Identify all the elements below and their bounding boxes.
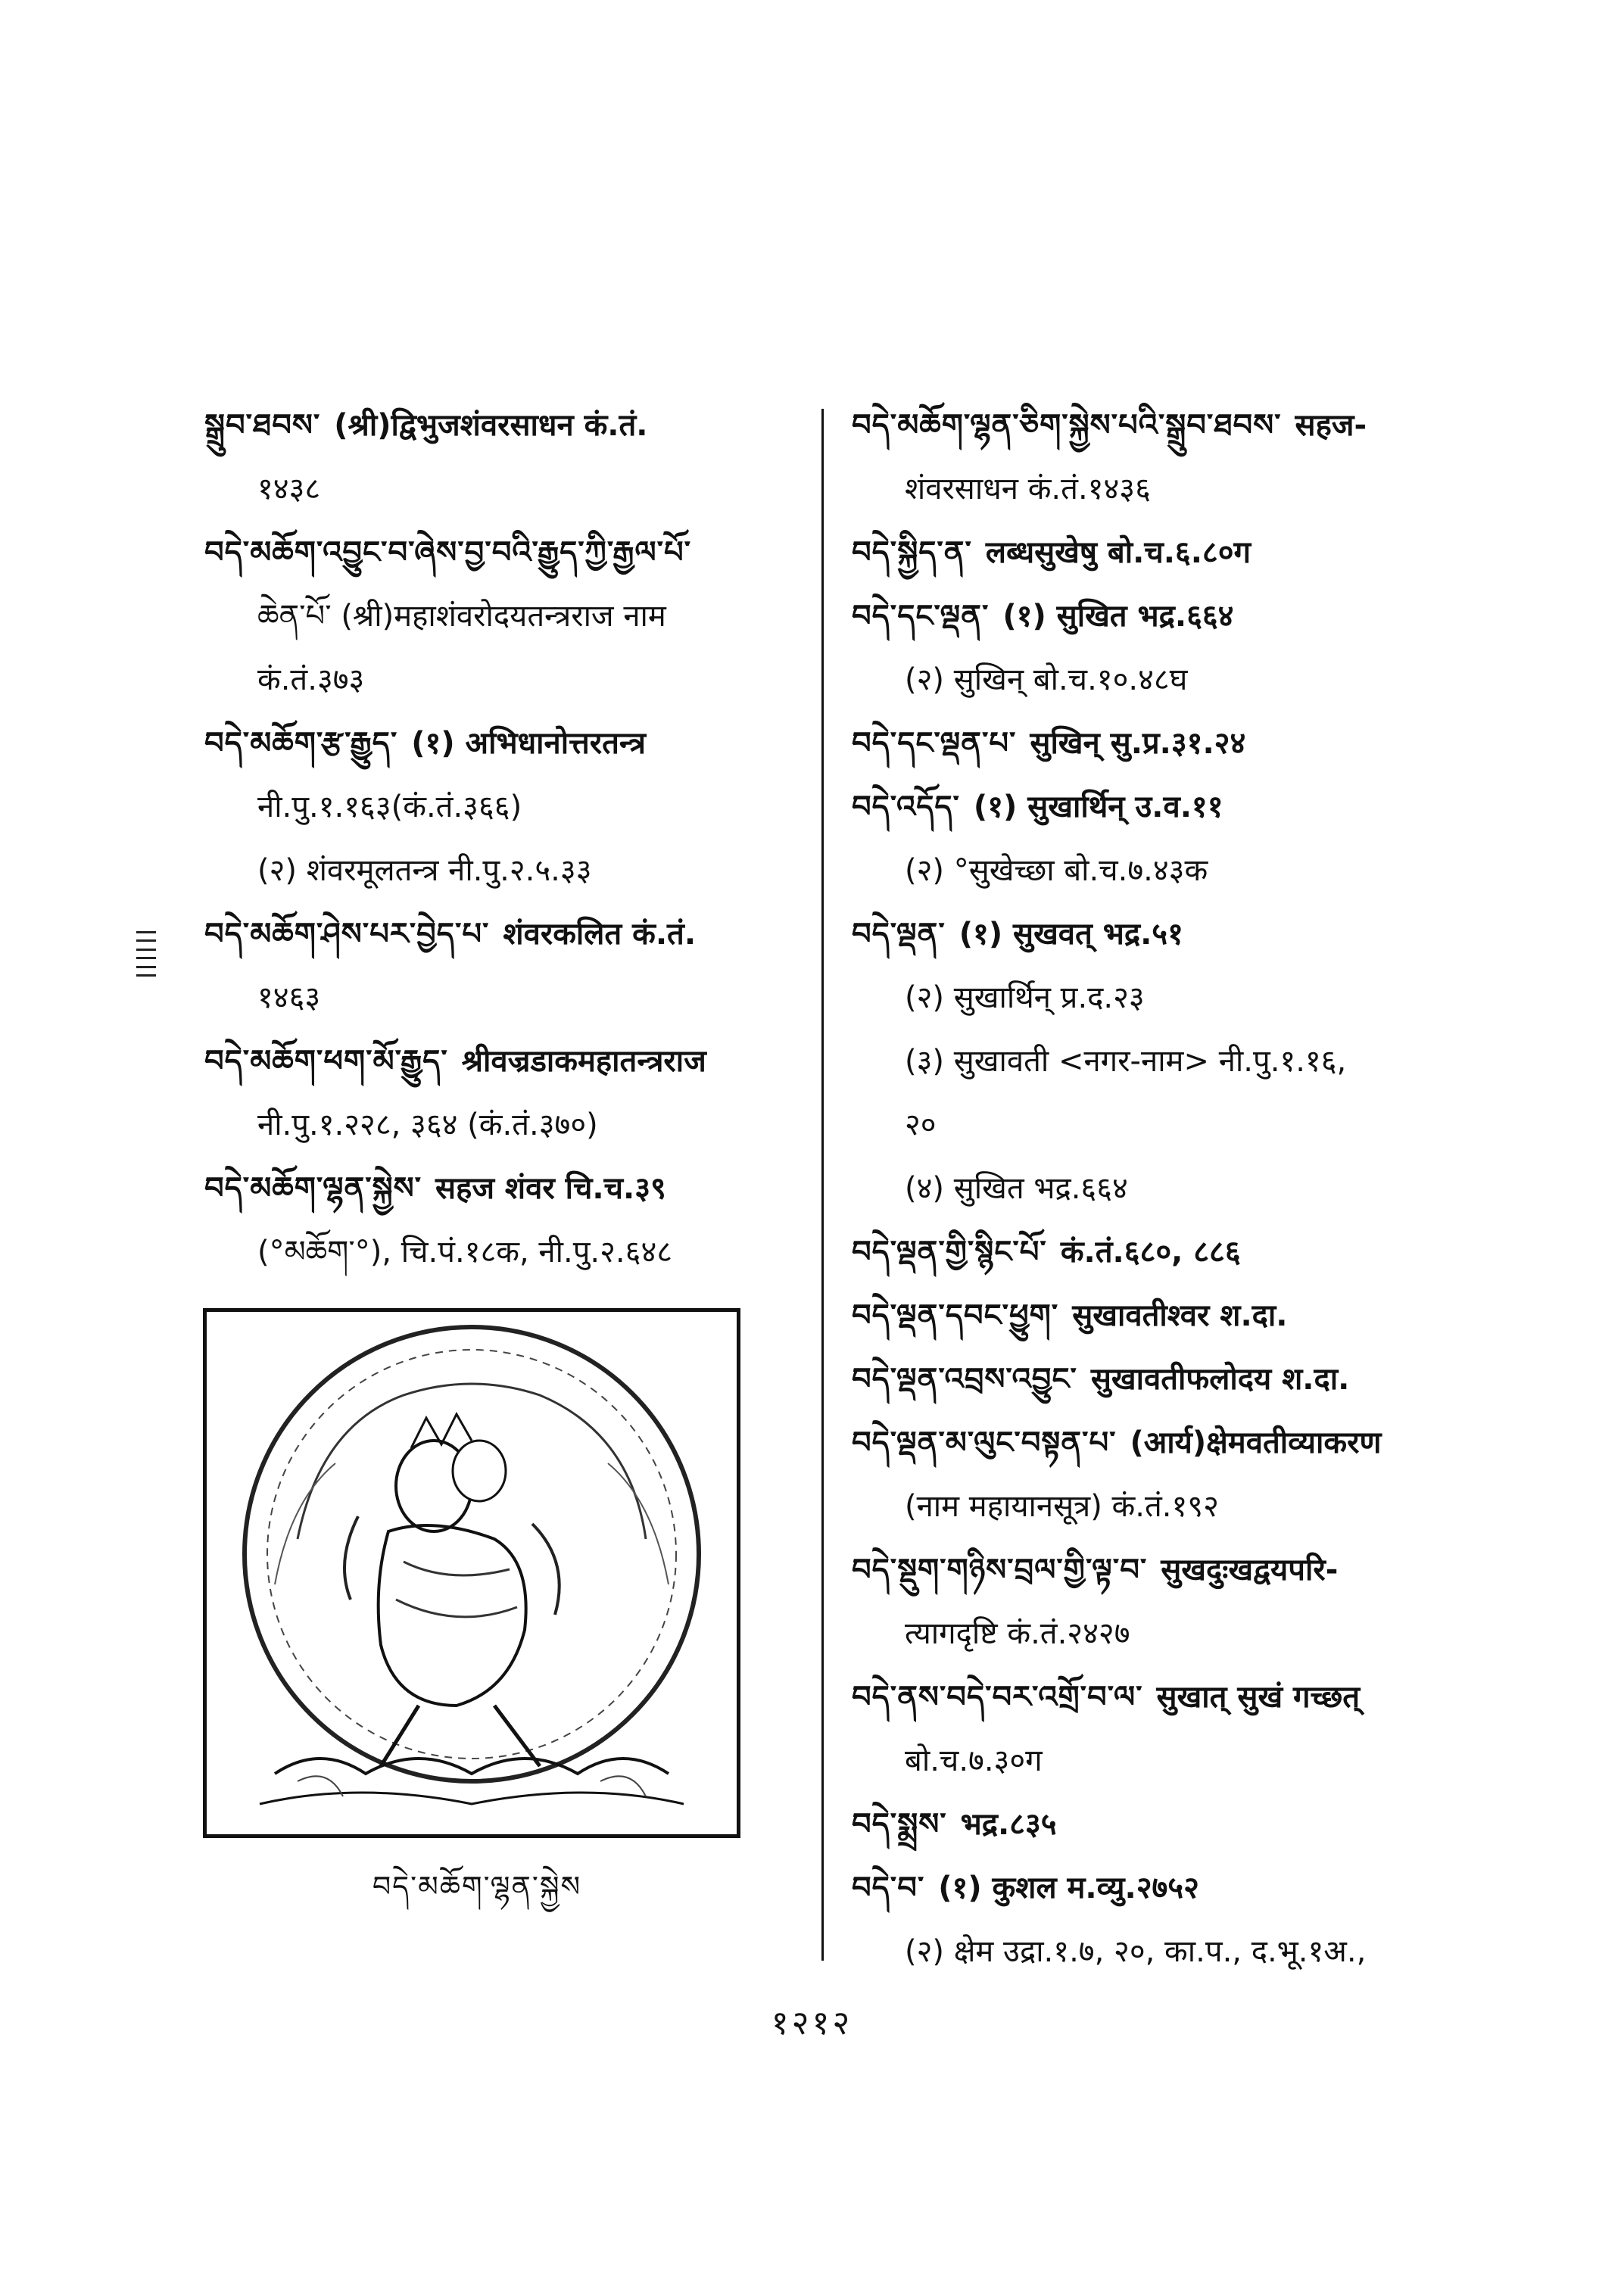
sanskrit-gloss: सुखिन् सु.प्र.३१.२४ [1030, 726, 1246, 761]
entry-continuation: बो.च.७.३०ग [905, 1743, 1043, 1778]
entry-continuation: नी.पु.१.२२८, ३६४ (कं.तं.३७०) [257, 1108, 598, 1142]
page-number: १२१२ [771, 2004, 853, 2042]
entry-sub-sense: (२) सुखिन् बो.च.१०.४८घ [905, 662, 1188, 697]
tibetan-headword: བདེ་མཆོག་འབྱུང་བ་ཞེས་བྱ་བའི་རྒྱུད་ཀྱི་རྒྱལ་པོ་ [204, 534, 692, 570]
entry [204, 1157, 810, 1220]
entry-sub-sense: (२) क्षेम उद्रा.१.७, २०, का.प., द.भू.१अ., [905, 1934, 1367, 1969]
figure-caption: བདེ་མཆོག་ལྷན་སྐྱེས [372, 1870, 582, 1903]
entry [852, 1284, 1457, 1347]
entry [852, 1856, 1457, 1920]
entry-sub-sense: (२) सुखार्थिन् प्र.द.२३ [905, 980, 1145, 1015]
sanskrit-gloss: शंवरकलित कं.तं. [503, 917, 697, 952]
entry-sub-sense: (२) °सुखेच्छा बो.च.७.४३क [905, 853, 1208, 888]
column-divider [821, 409, 824, 1961]
sanskrit-gloss: (१) सुखवत् भद्र.५१ [959, 917, 1183, 952]
tibetan-headword: བདེ་མཆོག་ཤེས་པར་བྱེད་པ་ [204, 916, 490, 952]
tibetan-headword: སྒྲུབ་ཐབས་ [204, 407, 321, 443]
deity-illustration [203, 1308, 740, 1838]
sanskrit-gloss: (१) सुखित भद्र.६६४ [1002, 599, 1234, 634]
tibetan-headword: བདེ་འདོད་ [852, 789, 960, 824]
entry [852, 775, 1457, 839]
sanskrit-gloss: श्रीवज्रडाकमहातन्त्रराज [461, 1044, 706, 1079]
entry-sub-sense: (३) सुखावती <नगर-नाम> नी.पु.१.१६, [905, 1044, 1347, 1079]
tibetan-headword: བདེ་སྨྲས་ [852, 1806, 947, 1842]
sanskrit-gloss: कं.तं.६८०, ८८६ [1060, 1235, 1241, 1270]
tibetan-headword: བདེ་མཆོག་ཕག་མོ་རྒྱུད་ [204, 1043, 448, 1079]
sanskrit-gloss: (आर्य)क्षेमवतीव्याकरण [1130, 1425, 1382, 1460]
entry-sub-sense: (नाम महायानसूत्र) कं.तं.१९२ [905, 1489, 1219, 1524]
tibetan-headword: བདེ་བ་ [852, 1870, 925, 1905]
entry [204, 1030, 810, 1093]
entry-continuation: नी.पु.१.१६३(कं.तं.३६६) [257, 790, 522, 824]
entry [852, 712, 1457, 775]
sanskrit-gloss: सहज शंवर चि.च.३९ [435, 1171, 666, 1206]
tibetan-headword: བདེ་མཆོག་ལྷན་སྐྱེས་ [204, 1170, 422, 1206]
sanskrit-gloss: लब्धसुखेषु बो.च.६.८०ग [985, 535, 1252, 570]
tibetan-headword: བདེ་སྐྱིད་ན་ [852, 534, 972, 570]
sanskrit-gloss: सुखदुःखद्वयपरि- [1161, 1553, 1339, 1587]
entry [852, 584, 1457, 648]
entry-sub-sense: २० [905, 1108, 937, 1142]
entry [852, 1411, 1457, 1475]
entry [204, 712, 810, 775]
tibetan-headword: བདེ་མཆོག་རྩ་རྒྱུད་ [204, 725, 398, 761]
sanskrit-gloss: (१) सुखार्थिन् उ.व.११ [973, 790, 1223, 824]
tibetan-headword: བདེ་ལྡན་ [852, 916, 946, 952]
entry-continuation: कं.तं.३७३ [257, 662, 365, 697]
tibetan-headword: བདེ་ལྡན་གྱི་སྙིང་པོ་ [852, 1234, 1047, 1270]
sanskrit-gloss: सुखावतीफलोदय श.दा. [1090, 1362, 1350, 1397]
margin-mark [136, 931, 156, 977]
sanskrit-gloss: सुखात् सुखं गच्छत् [1156, 1680, 1361, 1715]
sanskrit-gloss: भद्र.८३५ [960, 1807, 1057, 1842]
sanskrit-gloss: सहज- [1295, 408, 1367, 443]
entry [852, 902, 1457, 966]
entry [852, 1347, 1457, 1411]
tibetan-headword: བདེ་དང་ལྡན་པ་ [852, 725, 1017, 761]
entry [852, 1538, 1457, 1602]
entry [852, 1220, 1457, 1284]
sanskrit-gloss: (१) कुशल म.व्यु.२७५२ [938, 1871, 1199, 1905]
entry [852, 521, 1457, 584]
entry-sub-sense: (४) सुखित भद्र.६६४ [905, 1171, 1128, 1206]
entry-sub-sense: (२) शंवरमूलतन्त्र नी.पु.२.५.३३ [257, 853, 592, 888]
entry-continuation: त्यागदृष्टि कं.तं.२४२७ [905, 1616, 1130, 1651]
tibetan-headword: བདེ་སྡུག་གཉིས་བྲལ་གྱི་ལྟ་བ་ [852, 1552, 1148, 1587]
tibetan-headword: བདེ་ནས་བདེ་བར་འགྲོ་བ་ལ་ [852, 1679, 1143, 1715]
entry [852, 1793, 1457, 1856]
entry [852, 394, 1457, 457]
tibetan-headword: བདེ་མཆོག་ལྷན་ཅིག་སྐྱེས་པའི་སྒྲུབ་ཐབས་ [852, 407, 1282, 443]
sanskrit-gloss: (श्री)द्विभुजशंवरसाधन कं.तं. [334, 408, 648, 443]
tibetan-headword: བདེ་དང་ལྡན་ [852, 598, 990, 634]
entry-continuation: शंवरसाधन कं.तं.१४३६ [905, 472, 1151, 506]
entry-continuation: १४३८ [257, 472, 321, 506]
entry [204, 394, 810, 457]
tibetan-headword: བདེ་ལྡན་མ་ལུང་བསྟན་པ་ [852, 1425, 1117, 1460]
entry-continuation: १४६३ [257, 980, 321, 1015]
entry [204, 521, 810, 584]
entry [204, 902, 810, 966]
deity-drawing [207, 1312, 737, 1834]
sanskrit-gloss: सुखावतीश्वर श.दा. [1072, 1298, 1288, 1333]
tibetan-headword: བདེ་ལྡན་འབྲས་འབྱུང་ [852, 1361, 1077, 1397]
entry [852, 1665, 1457, 1729]
sanskrit-gloss: (१) अभिधानोत्तरतन्त्र [411, 726, 646, 761]
entry-continuation: (°མཆོག་°), चि.पं.१८क, नी.पु.२.६४८ [257, 1235, 673, 1270]
right-column [852, 394, 1457, 1983]
left-column [204, 394, 810, 1284]
tibetan-headword: བདེ་ལྡན་དབང་ཕྱུག་ [852, 1298, 1059, 1333]
entry-continuation: ཆེན་པོ་ (श्री)महाशंवरोदयतन्त्रराज नाम [257, 599, 666, 634]
